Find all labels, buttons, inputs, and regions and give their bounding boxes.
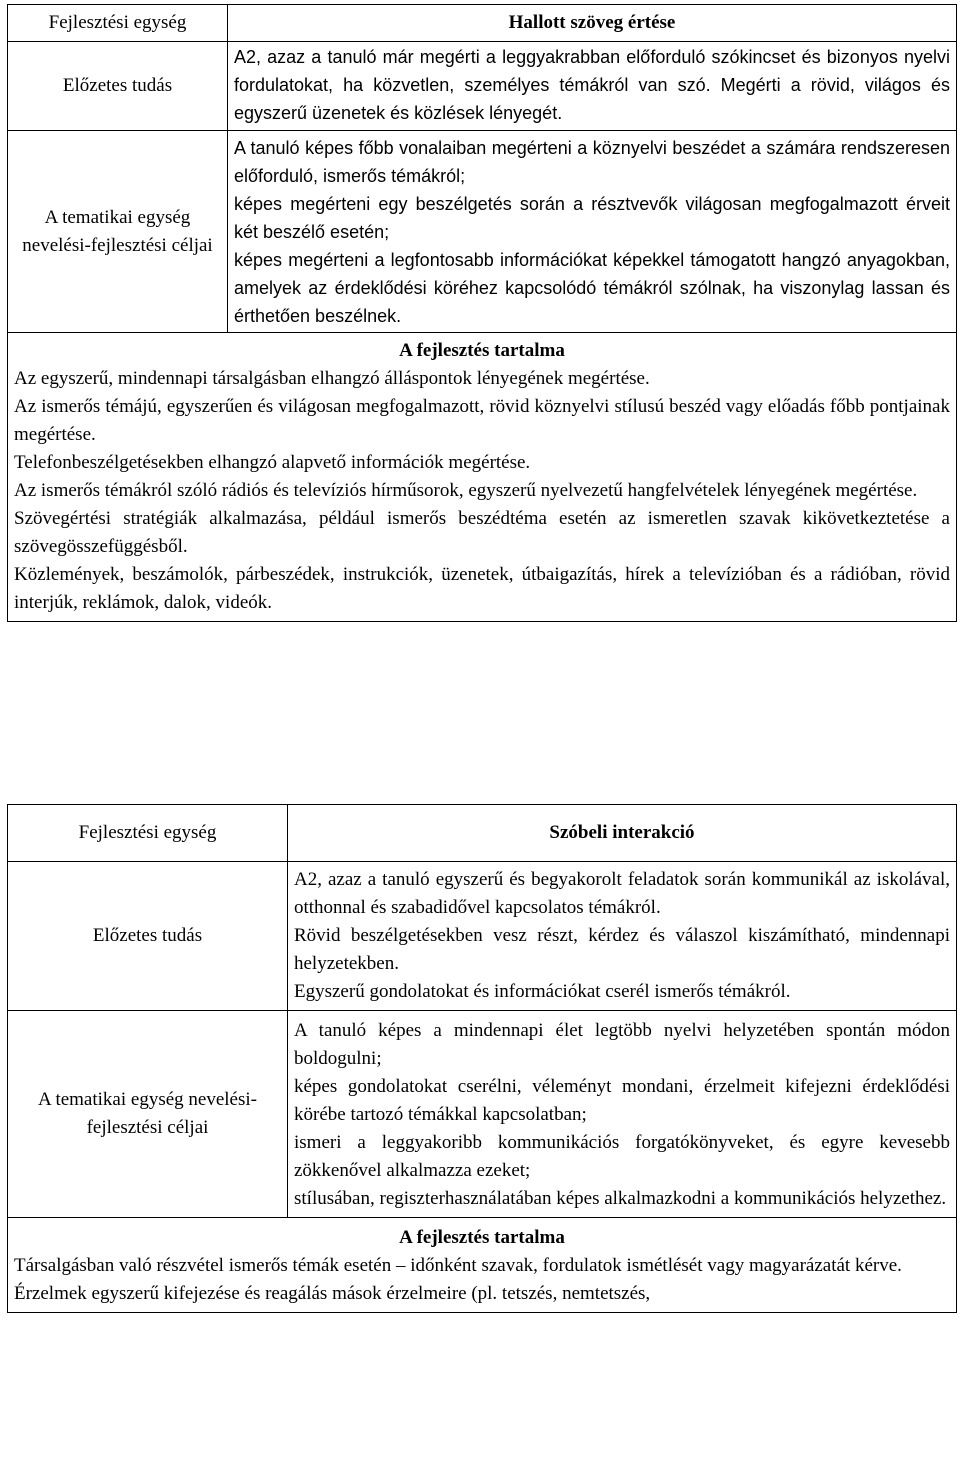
goals-label: A tematikai egység nevelési-fejlesztési céljai: [8, 1011, 288, 1218]
content-item: Az ismerős témákról szóló rádiós és televíziós hírműsorok, egyszerű nyelvezetű hangfelvételek lényegének megértése.: [14, 480, 918, 501]
goals-label: A tematikai egység nevelési-fejlesztési céljai: [8, 131, 228, 333]
content-item: Az ismerős témájú, egyszerűen és világosan megfogalmazott, rövid köznyelvi stílusú beszéd vagy előadás főbb pontjainak megértése.: [14, 396, 950, 445]
curriculum-table-listening: [7, 4, 957, 622]
content-heading: A fejlesztés tartalma: [399, 1227, 565, 1248]
goal-item: ismeri a leggyakoribb kommunikációs forgatókönyveket, és egyre kevesebb zökkenővel alkalmazza ezeket;: [294, 1132, 950, 1181]
unit-label: Fejlesztési egység: [8, 5, 228, 42]
goal-item: képes gondolatokat cserélni, véleményt mondani, érzelmeit kifejezni érdeklődési körébe tartozó témákkal kapcsolatban;: [294, 1076, 950, 1125]
prior-knowledge-item: A2, azaz a tanuló egyszerű és begyakorolt feladatok során kommunikál az iskolával, otthonnal és szabadidővel kapcsolatos témákról.: [294, 869, 950, 918]
content-item: Az egyszerű, mindennapi társalgásban elhangzó álláspontok lényegének megértése.: [14, 368, 650, 389]
prior-knowledge-item: Egyszerű gondolatokat és információkat cserél ismerős témákról.: [294, 981, 791, 1002]
goals-cell: [228, 131, 957, 333]
curriculum-table-interaction: [7, 804, 957, 1313]
goal-item: stílusában, regiszterhasználatában képes alkalmazkodni a kommunikációs helyzethez.: [294, 1188, 947, 1209]
prior-knowledge-row: [8, 862, 957, 1011]
goals-row: [8, 1011, 957, 1218]
goal-item: A tanuló képes a mindennapi élet legtöbb nyelvi helyzetében spontán módon boldogulni;: [294, 1020, 950, 1069]
goals-cell: [288, 1011, 957, 1218]
content-row: [8, 333, 957, 622]
content-cell: [8, 1218, 957, 1313]
content-heading: A fejlesztés tartalma: [399, 340, 565, 361]
unit-row: [8, 5, 957, 42]
prior-knowledge-label: Előzetes tudás: [8, 862, 288, 1011]
content-item: Közlemények, beszámolók, párbeszédek, instrukciók, üzenetek, útbaigazítás, hírek a televízióban és a rádióban, rövid interjúk, reklámok, dalok, videók.: [14, 564, 950, 613]
unit-label: Fejlesztési egység: [8, 805, 288, 862]
unit-title: Hallott szöveg értése: [228, 5, 957, 42]
unit-title: Szóbeli interakció: [288, 805, 957, 862]
content-cell: [8, 333, 957, 622]
prior-knowledge-row: [8, 42, 957, 131]
content-item: Érzelmek egyszerű kifejezése és reagálás mások érzelmeire (pl. tetszés, nemtetszés,: [14, 1283, 651, 1304]
goal-item: A tanuló képes főbb vonalaiban megérteni a köznyelvi beszédet a számára rendszeresen előforduló, ismerős témákról;: [234, 138, 950, 186]
prior-knowledge-cell: [288, 862, 957, 1011]
content-item: Társalgásban való részvétel ismerős témák esetén – időnként szavak, fordulatok ismétlését vagy magyarázatát kérve.: [14, 1255, 902, 1276]
prior-knowledge-label: Előzetes tudás: [8, 42, 228, 131]
content-row: [8, 1218, 957, 1313]
prior-knowledge-text: A2, azaz a tanuló már megérti a leggyakrabban előforduló szókincset és bizonyos nyelvi fordulatokat, ha közvetlen, személyes témákról van szó. Megérti a rövid, világos és egyszerű üzenetek és közlések lényegét.: [228, 42, 957, 131]
content-item: Telefonbeszélgetésekben elhangzó alapvető információk megértése.: [14, 452, 531, 473]
goal-item: képes megérteni a legfontosabb információkat képekkel támogatott hangzó anyagokban, amelyek az érdeklődési köréhez kapcsolódó témákról szólnak, ha viszonylag lassan és érthetően beszélnek.: [234, 250, 950, 326]
goal-item: képes megérteni egy beszélgetés során a résztvevők világosan megfogalmazott érveit két beszélő esetén;: [234, 194, 950, 242]
unit-row: [8, 805, 957, 862]
prior-knowledge-item: Rövid beszélgetésekben vesz részt, kérdez és válaszol kiszámítható, mindennapi helyzetekben.: [294, 925, 950, 974]
content-item: Szövegértési stratégiák alkalmazása, például ismerős beszédtéma esetén az ismeretlen szavak kikövetkeztetése a szövegösszefüggésből.: [14, 508, 950, 557]
goals-row: [8, 131, 957, 333]
